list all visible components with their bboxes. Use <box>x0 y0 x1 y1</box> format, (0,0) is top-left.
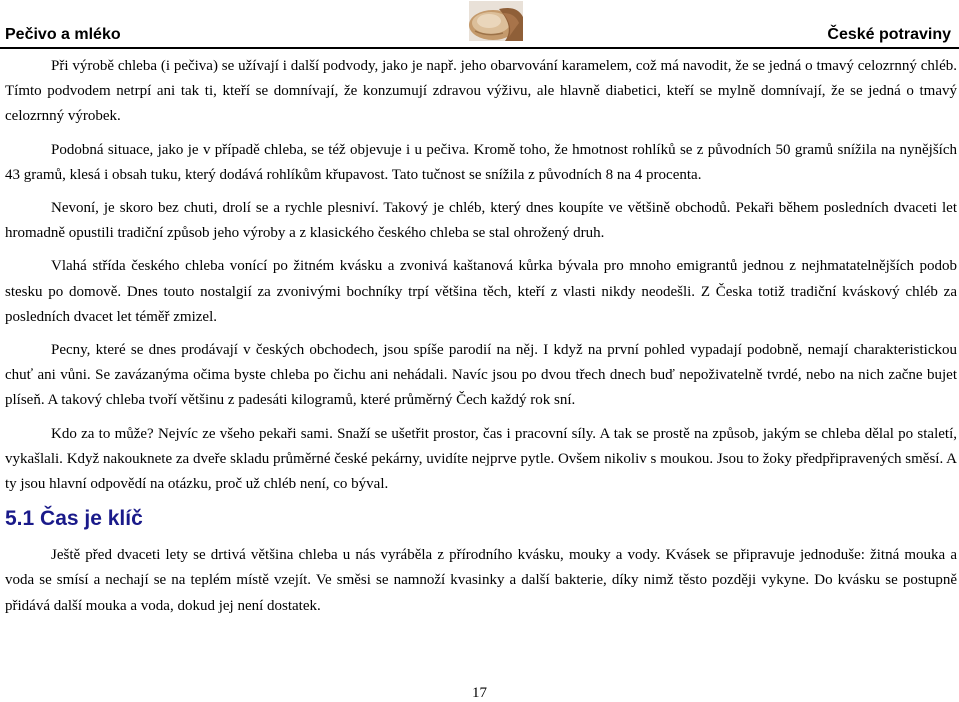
document-body <box>5 54 957 627</box>
paragraph-3: Nevoní, je skoro bez chuti, drolí se a rychle plesniví. Takový je chléb, který dnes koupíte ve většině obchodů. Pekaři během posledních dvaceti let hromadně opustili tradiční způsob jeho výroby a z klasického českého chleba se stal ohrožený druh. <box>5 200 957 242</box>
paragraph-6: Kdo za to může? Nejvíc ze všeho pekaři sami. Snaží se ušetřit prostor, čas i pracovní síly. A tak se prostě na způsob, jakým se chleba dělal po staletí, vykašlali. Když nakouknete za dveře skladu průměrné české pekárny, uvidíte nejprve pytle. Ovšem nikoliv s moukou. Jsou to žoky předpřipravených směsí. A ty jsou hlavní odpovědí na otázku, proč už chléb není, co býval. <box>5 425 957 493</box>
header-divider <box>0 47 959 49</box>
page-header <box>0 0 959 50</box>
paragraph-2: Podobná situace, jako je v případě chleba, se též objevuje i u pečiva. Kromě toho, že hmotnost rohlíků se z původních 50 gramů snížila na nynějších 43 gramů, klesá i obsah tuku, který dodává rohlíkům křupavost. Tato tučnost se snížila z původních 8 na 4 procenta. <box>5 141 957 183</box>
paragraph-4: Vlahá střída českého chleba vonící po žitném kvásku a zvonivá kaštanová kůrka bývala pro mnoho emigrantů jednou z nejhmatatelnějších podob stesku po domově. Dnes touto nostalgií za zvonivými bochníky trpí většina těch, kteří z vlasti nikdy neodešli. Z Česka totiž tradiční kváskový chléb za posledních dvacet let téměř zmizel. <box>5 258 957 325</box>
header-right-title: České potraviny <box>827 26 951 43</box>
section-paragraph-1: Ještě před dvaceti lety se drtivá většina chleba u nás vyráběla z přírodního kvásku, mouky a vody. Kvásek se připravuje jednoduše: žitná mouka a voda se smísí a nechají se na teplém místě vzejít. Ve směsi se namnoží kvasinky a další bakterie, díky nimž těsto později vykyne. Do kvásku se postupně přidává další mouka a voda, dokud jej není dostatek. <box>5 547 957 614</box>
paragraph-1: Při výrobě chleba (i pečiva) se užívají i další podvody, jako je např. jeho obarvování karamelem, což má navodit, že se jedná o tmavý celozrnný chléb. Tímto podvodem netrpí ani tak ti, kteří se domnívají, že konzumují zdravou výživu, ale hlavně diabetici, kteří se mylně domnívají, že se jedná o tmavý celozrnný výrobek. <box>5 58 957 125</box>
section-heading: 5.1 Čas je klíč <box>5 507 143 531</box>
bread-photo-icon <box>469 1 523 41</box>
paragraph-5: Pecny, které se dnes prodávají v českých obchodech, jsou spíše parodií na něj. I když na první pohled vypadají podobně, nemají charakteristickou chuť ani vůni. Se zavázanýma očima byste chleba po čichu ani nehádali. Navíc jsou po dvou třech dnech buď nepoživatelně tvrdé, nebo na nich začne bujet plíseň. A takový chleba tvoří většinu z padesáti kilogramů, které průměrný Čech každý rok sní. <box>5 342 957 409</box>
page-number: 17 <box>472 685 487 701</box>
header-left-title: Pečivo a mléko <box>5 26 121 43</box>
